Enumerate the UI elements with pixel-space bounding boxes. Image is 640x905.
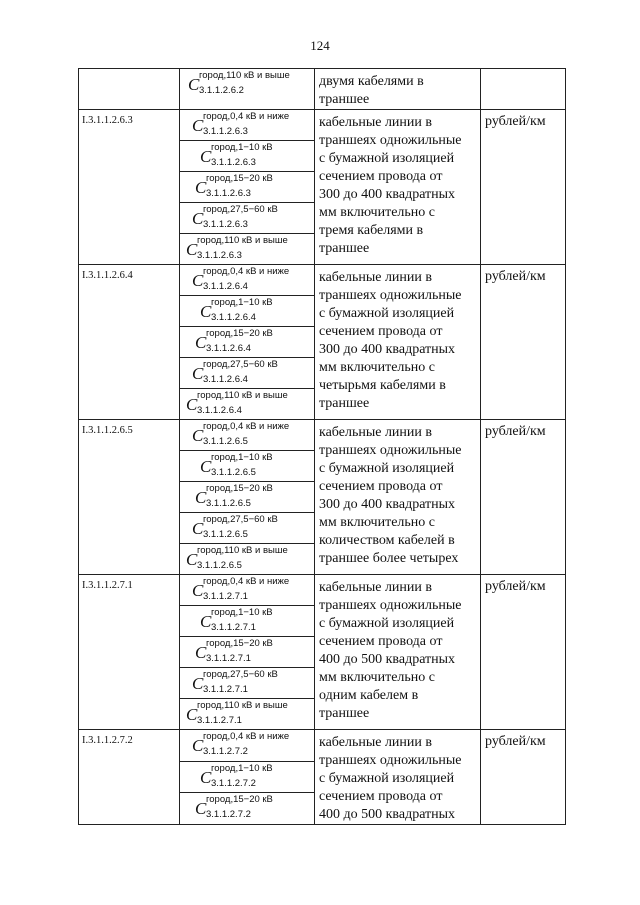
table-row	[79, 730, 566, 762]
formula-symbol: C	[195, 333, 207, 352]
description-line: траншее	[319, 92, 370, 107]
formula-subscript: 3.1.1.2.6.4	[203, 281, 248, 292]
formula-subscript: 3.1.1.2.7.1	[206, 653, 251, 664]
formula-superscript: город,1−10 кВ	[211, 297, 273, 308]
tariff-variable	[180, 234, 315, 265]
formula-subscript: 3.1.1.2.7.1	[203, 684, 248, 695]
formula-subscript: 3.1.1.2.6.5	[211, 467, 256, 478]
formula-superscript: город,15−20 кВ	[206, 483, 273, 494]
row-description	[315, 69, 481, 110]
description-line: 400 до 500 квадратных	[319, 807, 456, 822]
description-line: мм включительно с	[319, 670, 435, 685]
tariff-variable	[180, 265, 315, 296]
description-line: мм включительно с	[319, 205, 435, 220]
page-number: 124	[310, 38, 330, 53]
description-line: траншеях одножильные	[319, 443, 462, 458]
table-row	[79, 265, 566, 296]
formula-symbol: C	[195, 799, 207, 819]
description-line: с бумажной изоляцией	[319, 151, 455, 166]
formula-symbol: C	[195, 643, 207, 662]
row-code: I.3.1.1.2.6.4	[79, 265, 180, 420]
description-line: кабельные линии в	[319, 735, 433, 750]
formula-subscript: 3.1.1.2.6.3	[211, 157, 256, 168]
row-description	[315, 730, 481, 825]
formula-subscript: 3.1.1.2.6.5	[203, 529, 248, 540]
formula-superscript: город,0,4 кВ и ниже	[203, 111, 290, 122]
formula-symbol: C	[192, 519, 204, 538]
description-line: траншеях одножильные	[319, 753, 462, 768]
row-unit: рублей/км	[481, 420, 566, 575]
description-line: с бумажной изоляцией	[319, 616, 455, 631]
description-line: 300 до 400 квадратных	[319, 497, 456, 512]
description-line: сечением провода от	[319, 479, 443, 494]
tariff-variable	[180, 389, 315, 420]
formula-superscript: город,110 кВ и выше	[197, 545, 288, 556]
row-description	[315, 265, 481, 420]
row-description	[315, 575, 481, 730]
formula-subscript: 3.1.1.2.6.4	[206, 343, 251, 354]
row-code: I.3.1.1.2.6.5	[79, 420, 180, 575]
table-row	[79, 420, 566, 451]
formula-superscript: город,1−10 кВ	[211, 762, 273, 774]
formula-subscript: 3.1.1.2.7.2	[211, 777, 256, 789]
formula-superscript: город,110 кВ и выше	[197, 390, 288, 401]
formula-subscript: 3.1.1.2.6.3	[206, 188, 251, 199]
formula-superscript: город,0,4 кВ и ниже	[203, 421, 290, 432]
tariff-variable	[180, 203, 315, 234]
formula-symbol: C	[192, 271, 204, 290]
formula-subscript: 3.1.1.2.7.2	[206, 809, 251, 821]
formula-superscript: город,0,4 кВ и ниже	[203, 266, 290, 277]
formula-symbol: C	[200, 457, 212, 476]
formula-subscript: 3.1.1.2.6.4	[197, 405, 242, 416]
tariff-variable	[180, 69, 315, 110]
formula-superscript: город,110 кВ и выше	[197, 700, 288, 711]
formula-superscript: город,27,5−60 кВ	[203, 359, 278, 370]
formula-symbol: C	[200, 147, 212, 166]
description-line: траншеях одножильные	[319, 133, 462, 148]
formula-symbol: C	[192, 736, 204, 755]
formula-subscript: 3.1.1.2.7.2	[203, 746, 248, 757]
row-unit: рублей/км	[481, 110, 566, 265]
tariff-variable	[180, 172, 315, 203]
description-line: траншее более четырех	[319, 551, 459, 566]
tariff-table	[78, 68, 566, 825]
formula-superscript: город,15−20 кВ	[206, 328, 273, 339]
description-line: траншее	[319, 241, 370, 256]
description-line: двумя кабелями в	[319, 74, 424, 89]
row-description	[315, 420, 481, 575]
tariff-variable	[180, 110, 315, 141]
description-line: 400 до 500 квадратных	[319, 652, 456, 667]
row-code: I.3.1.1.2.7.2	[79, 730, 180, 825]
description-line: траншеях одножильные	[319, 288, 462, 303]
formula-symbol: C	[200, 612, 212, 631]
formula-superscript: город,27,5−60 кВ	[203, 204, 278, 215]
description-line: 300 до 400 квадратных	[319, 342, 456, 357]
description-line: кабельные линии в	[319, 270, 433, 285]
tariff-variable	[180, 606, 315, 637]
description-line: мм включительно с	[319, 515, 435, 530]
formula-symbol: C	[195, 178, 207, 197]
formula-symbol: C	[186, 240, 198, 259]
formula-superscript: город,1−10 кВ	[211, 452, 273, 463]
tariff-variable	[180, 668, 315, 699]
formula-subscript: 3.1.1.2.6.2	[199, 85, 244, 96]
formula-superscript: город,0,4 кВ и ниже	[203, 731, 290, 742]
row-unit: рублей/км	[481, 730, 566, 825]
formula-superscript: город,110 кВ и выше	[199, 70, 290, 81]
formula-symbol: C	[192, 116, 204, 135]
tariff-variable	[180, 451, 315, 482]
description-line: кабельные линии в	[319, 580, 433, 595]
formula-symbol: C	[200, 767, 212, 787]
description-line: одним кабелем в	[319, 688, 419, 703]
tariff-variable	[180, 141, 315, 172]
row-unit: рублей/км	[481, 265, 566, 420]
tariff-variable	[180, 544, 315, 575]
tariff-variable	[180, 761, 315, 793]
description-line: сечением провода от	[319, 634, 443, 649]
formula-superscript: город,15−20 кВ	[206, 173, 273, 184]
tariff-variable	[180, 699, 315, 730]
row-code: I.3.1.1.2.6.3	[79, 110, 180, 265]
table-row	[79, 110, 566, 141]
formula-symbol: C	[192, 581, 204, 600]
formula-subscript: 3.1.1.2.6.5	[197, 560, 242, 571]
description-line: с бумажной изоляцией	[319, 306, 455, 321]
formula-subscript: 3.1.1.2.6.3	[203, 126, 248, 137]
tariff-variable	[180, 358, 315, 389]
formula-superscript: город,15−20 кВ	[206, 638, 273, 649]
description-line: мм включительно с	[319, 360, 435, 375]
formula-subscript: 3.1.1.2.6.3	[197, 250, 242, 261]
formula-superscript: город,27,5−60 кВ	[203, 669, 278, 680]
description-line: с бумажной изоляцией	[319, 771, 455, 786]
formula-superscript: город,0,4 кВ и ниже	[203, 576, 290, 587]
description-line: сечением провода от	[319, 789, 443, 804]
formula-superscript: город,15−20 кВ	[206, 794, 273, 806]
formula-symbol: C	[192, 209, 204, 228]
tariff-variable	[180, 482, 315, 513]
formula-symbol: C	[186, 395, 198, 414]
description-line: с бумажной изоляцией	[319, 461, 455, 476]
tariff-variable	[180, 793, 315, 825]
formula-subscript: 3.1.1.2.6.4	[211, 312, 256, 323]
description-line: сечением провода от	[319, 169, 443, 184]
description-line: траншее	[319, 396, 370, 411]
table-row	[79, 575, 566, 606]
row-unit: рублей/км	[481, 575, 566, 730]
formula-symbol: C	[200, 302, 212, 321]
description-line: тремя кабелями в	[319, 223, 424, 238]
formula-superscript: город,110 кВ и выше	[197, 235, 288, 246]
tariff-variable	[180, 296, 315, 327]
description-line: траншее	[319, 706, 370, 721]
tariff-variable	[180, 637, 315, 668]
description-line: четырьмя кабелями в	[319, 378, 446, 393]
tariff-variable	[180, 575, 315, 606]
formula-symbol: C	[186, 705, 198, 724]
formula-subscript: 3.1.1.2.6.5	[203, 436, 248, 447]
formula-symbol: C	[195, 488, 207, 507]
table-row	[79, 69, 566, 110]
tariff-variable	[180, 730, 315, 762]
formula-symbol: C	[186, 550, 198, 569]
tariff-variable	[180, 513, 315, 544]
row-code: I.3.1.1.2.7.1	[79, 575, 180, 730]
formula-subscript: 3.1.1.2.7.1	[203, 591, 248, 602]
description-line: 300 до 400 квадратных	[319, 187, 456, 202]
formula-subscript: 3.1.1.2.6.3	[203, 219, 248, 230]
tariff-variable	[180, 327, 315, 358]
formula-subscript: 3.1.1.2.7.1	[197, 715, 242, 726]
formula-subscript: 3.1.1.2.6.4	[203, 374, 248, 385]
description-line: количеством кабелей в	[319, 533, 455, 548]
formula-superscript: город,1−10 кВ	[211, 607, 273, 618]
formula-superscript: город,27,5−60 кВ	[203, 514, 278, 525]
row-unit	[481, 69, 566, 110]
tariff-variable	[180, 420, 315, 451]
description-line: траншеях одножильные	[319, 598, 462, 613]
formula-symbol: C	[192, 364, 204, 383]
formula-symbol: C	[192, 426, 204, 445]
formula-symbol: C	[188, 75, 200, 94]
row-code	[79, 69, 180, 110]
formula-subscript: 3.1.1.2.7.1	[211, 622, 256, 633]
description-line: кабельные линии в	[319, 115, 433, 130]
formula-superscript: город,1−10 кВ	[211, 142, 273, 153]
description-line: кабельные линии в	[319, 425, 433, 440]
formula-subscript: 3.1.1.2.6.5	[206, 498, 251, 509]
description-line: сечением провода от	[319, 324, 443, 339]
row-description	[315, 110, 481, 265]
formula-symbol: C	[192, 674, 204, 693]
